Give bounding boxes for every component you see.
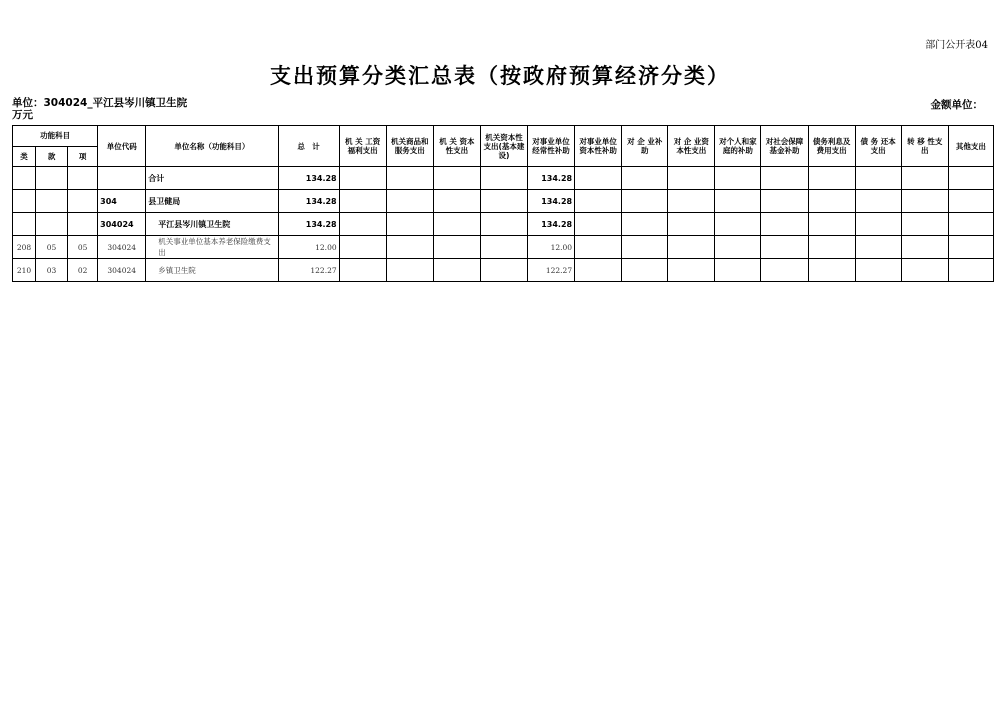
cell-category-amount bbox=[386, 213, 433, 236]
cell-category-amount bbox=[761, 213, 808, 236]
cell-category-amount bbox=[761, 167, 808, 190]
cell-category-amount bbox=[480, 213, 527, 236]
cell-lei bbox=[13, 213, 36, 236]
cell-category-amount bbox=[668, 213, 715, 236]
cell-lei: 210 bbox=[13, 259, 36, 282]
cell-category-amount bbox=[855, 259, 901, 282]
cell-category-amount bbox=[948, 167, 993, 190]
cell-category-amount bbox=[668, 190, 715, 213]
cell-category-amount: 134.28 bbox=[528, 167, 575, 190]
cell-category-amount bbox=[901, 167, 948, 190]
header-category: 机关资本性支出(基本建设) bbox=[480, 126, 527, 167]
cell-category-amount bbox=[386, 167, 433, 190]
cell-category-amount bbox=[480, 190, 527, 213]
cell-category-amount bbox=[715, 190, 761, 213]
cell-category-amount: 122.27 bbox=[528, 259, 575, 282]
cell-category-amount bbox=[901, 236, 948, 259]
header-unit-name: 单位名称（功能科目） bbox=[146, 126, 278, 167]
cell-category-amount bbox=[339, 167, 386, 190]
table-row bbox=[13, 236, 994, 259]
amount-unit-label: 金额单位： bbox=[930, 99, 983, 111]
cell-category-amount bbox=[386, 236, 433, 259]
cell-category-amount bbox=[480, 259, 527, 282]
cell-unit-code: 304024 bbox=[98, 213, 146, 236]
cell-xiang: 02 bbox=[68, 259, 98, 282]
cell-lei bbox=[13, 167, 36, 190]
cell-category-amount bbox=[386, 190, 433, 213]
header-category: 转 移 性支 出 bbox=[901, 126, 948, 167]
cell-category-amount bbox=[668, 236, 715, 259]
cell-category-amount bbox=[761, 190, 808, 213]
cell-total: 134.28 bbox=[278, 167, 339, 190]
cell-xiang: 05 bbox=[68, 236, 98, 259]
header-category: 对 企 业补 助 bbox=[622, 126, 668, 167]
form-code: 部门公开表04 bbox=[925, 40, 988, 51]
header-category: 机 关 资本 性支出 bbox=[433, 126, 480, 167]
cell-category-amount bbox=[855, 236, 901, 259]
cell-category-amount bbox=[433, 213, 480, 236]
unit-info bbox=[12, 97, 187, 121]
cell-category-amount bbox=[761, 236, 808, 259]
header-total: 总 计 bbox=[278, 126, 339, 167]
cell-lei: 208 bbox=[13, 236, 36, 259]
cell-category-amount bbox=[948, 236, 993, 259]
header-unit-code: 单位代码 bbox=[98, 126, 146, 167]
cell-category-amount bbox=[433, 190, 480, 213]
unit-suffix: 万元 bbox=[12, 109, 33, 121]
header-category: 对 企 业资 本性支出 bbox=[668, 126, 715, 167]
cell-category-amount bbox=[808, 259, 855, 282]
budget-table bbox=[12, 125, 994, 282]
cell-category-amount bbox=[855, 213, 901, 236]
table-row bbox=[13, 259, 994, 282]
cell-category-amount bbox=[622, 167, 668, 190]
header-func-group: 功能科目 bbox=[13, 126, 98, 147]
cell-category-amount bbox=[575, 213, 622, 236]
header-category: 对社会保障基金补助 bbox=[761, 126, 808, 167]
cell-xiang bbox=[68, 167, 98, 190]
header-category: 对个人和家庭的补助 bbox=[715, 126, 761, 167]
cell-unit-code: 304024 bbox=[98, 236, 146, 259]
cell-kuan: 03 bbox=[36, 259, 68, 282]
cell-unit-name: 县卫健局 bbox=[146, 190, 278, 213]
cell-category-amount bbox=[339, 236, 386, 259]
cell-category-amount bbox=[808, 167, 855, 190]
header-lei: 类 bbox=[13, 146, 36, 167]
cell-category-amount bbox=[808, 236, 855, 259]
cell-category-amount bbox=[433, 259, 480, 282]
cell-unit-name: 机关事业单位基本养老保险缴费支出 bbox=[146, 236, 278, 259]
cell-unit-code bbox=[98, 167, 146, 190]
cell-category-amount bbox=[339, 259, 386, 282]
cell-category-amount bbox=[433, 167, 480, 190]
cell-category-amount bbox=[808, 190, 855, 213]
cell-unit-name: 平江县岑川镇卫生院 bbox=[146, 213, 278, 236]
header-kuan: 款 bbox=[36, 146, 68, 167]
header-category: 债 务 还本 支出 bbox=[855, 126, 901, 167]
cell-category-amount bbox=[622, 213, 668, 236]
cell-category-amount bbox=[575, 167, 622, 190]
cell-category-amount bbox=[715, 259, 761, 282]
cell-category-amount: 12.00 bbox=[528, 236, 575, 259]
cell-category-amount bbox=[808, 213, 855, 236]
cell-category-amount bbox=[480, 167, 527, 190]
cell-category-amount bbox=[668, 167, 715, 190]
cell-unit-name: 乡镇卫生院 bbox=[146, 259, 278, 282]
cell-category-amount bbox=[715, 213, 761, 236]
cell-category-amount: 134.28 bbox=[528, 213, 575, 236]
cell-category-amount bbox=[901, 259, 948, 282]
cell-kuan bbox=[36, 190, 68, 213]
unit-label: 单位：304024_平江县岑川镇卫生院 bbox=[12, 97, 188, 109]
cell-lei bbox=[13, 190, 36, 213]
header-category: 机关商品和服务支出 bbox=[386, 126, 433, 167]
table-row bbox=[13, 190, 994, 213]
cell-unit-code: 304024 bbox=[98, 259, 146, 282]
cell-category-amount bbox=[339, 213, 386, 236]
table-row bbox=[13, 167, 994, 190]
cell-category-amount bbox=[948, 213, 993, 236]
cell-category-amount bbox=[433, 236, 480, 259]
cell-category-amount bbox=[948, 259, 993, 282]
header-category: 对事业单位经常性补助 bbox=[528, 126, 575, 167]
cell-category-amount bbox=[575, 190, 622, 213]
cell-unit-name: 合计 bbox=[146, 167, 278, 190]
cell-xiang bbox=[68, 213, 98, 236]
header-category: 债务利息及费用支出 bbox=[808, 126, 855, 167]
page-title: 支出预算分类汇总表（按政府预算经济分类） bbox=[270, 63, 730, 88]
cell-category-amount bbox=[575, 259, 622, 282]
cell-category-amount bbox=[622, 259, 668, 282]
cell-category-amount bbox=[386, 259, 433, 282]
header-category: 对事业单位资本性补助 bbox=[575, 126, 622, 167]
cell-total: 122.27 bbox=[278, 259, 339, 282]
cell-unit-code: 304 bbox=[98, 190, 146, 213]
cell-category-amount bbox=[339, 190, 386, 213]
cell-category-amount bbox=[480, 236, 527, 259]
cell-category-amount bbox=[668, 259, 715, 282]
cell-category-amount bbox=[855, 190, 901, 213]
cell-category-amount bbox=[715, 236, 761, 259]
cell-xiang bbox=[68, 190, 98, 213]
cell-category-amount bbox=[855, 167, 901, 190]
cell-category-amount bbox=[761, 259, 808, 282]
cell-total: 134.28 bbox=[278, 213, 339, 236]
cell-category-amount bbox=[622, 190, 668, 213]
header-xiang: 项 bbox=[68, 146, 98, 167]
cell-category-amount bbox=[901, 213, 948, 236]
cell-category-amount: 134.28 bbox=[528, 190, 575, 213]
cell-total: 12.00 bbox=[278, 236, 339, 259]
cell-kuan: 05 bbox=[36, 236, 68, 259]
cell-kuan bbox=[36, 213, 68, 236]
table-row bbox=[13, 213, 994, 236]
cell-category-amount bbox=[901, 190, 948, 213]
header-category: 机 关 工资 福利支出 bbox=[339, 126, 386, 167]
cell-category-amount bbox=[622, 236, 668, 259]
cell-category-amount bbox=[948, 190, 993, 213]
cell-category-amount bbox=[575, 236, 622, 259]
cell-total: 134.28 bbox=[278, 190, 339, 213]
cell-kuan bbox=[36, 167, 68, 190]
header-category: 其他支出 bbox=[948, 126, 993, 167]
table-body bbox=[13, 167, 994, 282]
cell-category-amount bbox=[715, 167, 761, 190]
